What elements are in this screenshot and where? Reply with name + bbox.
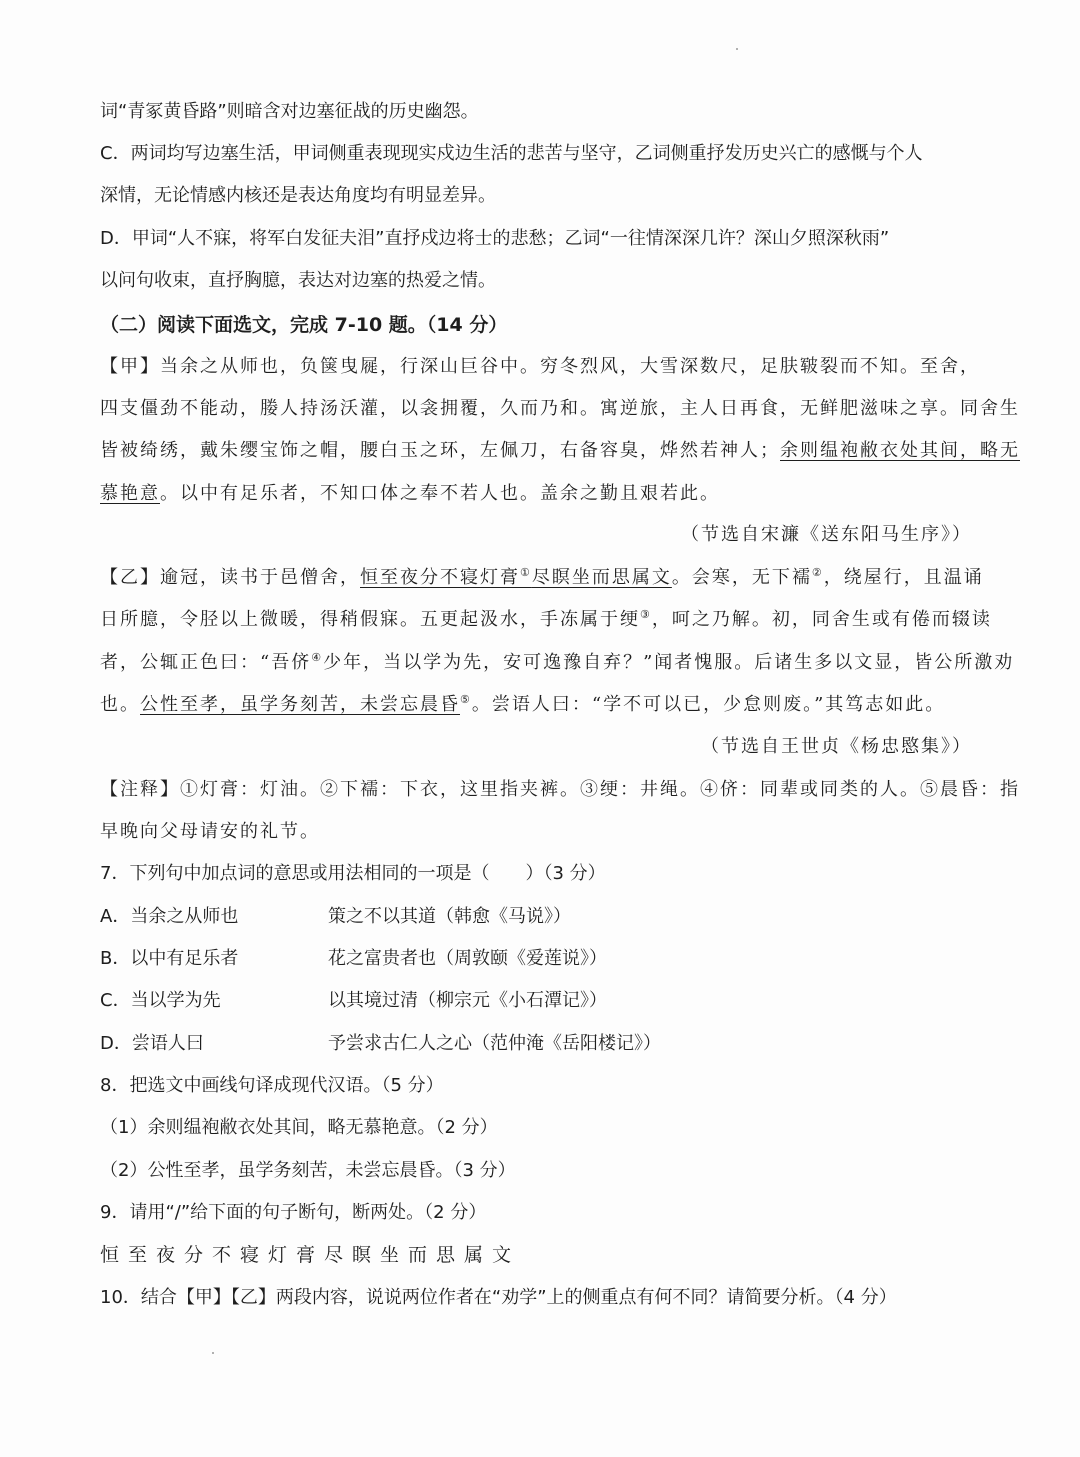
option-right: 花之富贵者也（周敦颐《爱莲说》） bbox=[328, 948, 607, 969]
option-right: 予尝求古仁人之心（范仲淹《岳阳楼记》） bbox=[328, 1033, 661, 1054]
q7-option-b bbox=[100, 946, 800, 972]
option-right: 策之不以其道（韩愈《马说》） bbox=[328, 906, 571, 927]
notes-line: 早晚向父母请安的礼节。 bbox=[100, 821, 320, 842]
option-left: D．尝语人曰 bbox=[100, 1033, 204, 1054]
yi-text: 者，公辄正色曰：“吾侪 bbox=[100, 652, 312, 673]
scan-speck bbox=[212, 1352, 214, 1354]
q8-sub-1: （1）余则缊袍敝衣处其间，略无慕艳意。（2 分） bbox=[100, 1117, 498, 1138]
yi-text: ，绕屋行，且温诵 bbox=[823, 567, 984, 588]
option-left: A．当余之从师也 bbox=[100, 906, 239, 927]
jia-line bbox=[100, 481, 720, 507]
q8-stem: 8．把选文中画线句译成现代汉语。（5 分） bbox=[100, 1075, 444, 1096]
q9-stem: 9．请用“/”给下面的句子断句，断两处。（2 分） bbox=[100, 1202, 487, 1223]
jia-line bbox=[100, 438, 1020, 464]
option-left: C．当以学为先 bbox=[100, 990, 221, 1011]
underlined-sentence: 慕艳意 bbox=[100, 483, 160, 504]
yi-text: 。尝语人曰：“学不可以已，少怠则废。”其笃志如此。 bbox=[471, 694, 946, 715]
yi-line bbox=[100, 607, 992, 633]
section-title: （二）阅读下面选文，完成 7-10 题。（14 分） bbox=[100, 314, 508, 336]
underlined-sentence: 余则缊袍敝衣处其间，略无 bbox=[780, 440, 1020, 461]
q9-sentence: 恒至夜分不寝灯膏尽瞑坐而思属文 bbox=[100, 1244, 521, 1266]
jia-text: 皆被绮绣，戴朱缨宝饰之帽，腰白玉之环，左佩刀，右备容臭，烨然若神人； bbox=[100, 440, 780, 461]
option-c-line: 深情，无论情感内核还是表达角度均有明显差异。 bbox=[100, 185, 496, 206]
option-d-line: D．甲词“人不寐，将军白发征夫泪”直抒戍边将士的悲愁；乙词“一往情深深几许？深山夕照深秋雨” bbox=[100, 228, 890, 249]
scan-speck bbox=[736, 48, 738, 50]
option-d-line: 以问句收束，直抒胸臆，表达对边塞的热爱之情。 bbox=[100, 270, 496, 291]
underlined-sentence: 公性至孝，虽学务刻苦，未尝忘晨昏 bbox=[140, 694, 460, 715]
notes-line: 【注释】①灯膏：灯油。②下襦：下衣，这里指夹裤。③绠：井绳。④侪：同辈或同类的人。⑤晨昏：指 bbox=[100, 779, 1020, 800]
yi-line bbox=[100, 692, 945, 718]
yi-line bbox=[100, 565, 984, 591]
option-right: 以其境过清（柳宗元《小石潭记》） bbox=[328, 990, 607, 1011]
option-left: B．以中有足乐者 bbox=[100, 948, 239, 969]
jia-text: 。以中有足乐者，不知口体之奉不若人也。盖余之勤且艰若此。 bbox=[160, 483, 720, 504]
yi-text: 少年，当以学为先，安可逸豫自弃？”闻者愧服。后诸生多以文显，皆公所激劝 bbox=[323, 652, 1015, 673]
note-marker: ⑤ bbox=[460, 693, 472, 706]
note-marker: ④ bbox=[311, 651, 324, 664]
note-marker: ③ bbox=[640, 608, 652, 621]
q7-option-a bbox=[100, 904, 800, 930]
underlined-sentence bbox=[360, 567, 672, 588]
jia-line: 四支僵劲不能动，媵人持汤沃灌，以衾拥覆，久而乃和。寓逆旅，主人日再食，无鲜肥滋味之享。同舍生 bbox=[100, 398, 1020, 419]
option-c-line: C．两词均写边塞生活，甲词侧重表现现实戍边生活的悲苦与坚守，乙词侧重抒发历史兴亡的感慨与个人 bbox=[100, 143, 923, 164]
yi-text: 也。 bbox=[100, 694, 140, 715]
yi-source: （节选自王世贞《杨忠愍集》） bbox=[701, 736, 972, 757]
yi-text: 日所臆，令胫以上微暖，得稍假寐。五更起汲水，手冻属于绠 bbox=[100, 609, 640, 630]
note-marker: ① bbox=[520, 566, 532, 579]
yi-text: 。会寒，无下襦 bbox=[671, 567, 812, 588]
q10-stem: 10．结合【甲】【乙】两段内容，说说两位作者在“劝学”上的侧重点有何不同？请简要分析。（4 分） bbox=[100, 1287, 897, 1308]
note-marker: ② bbox=[811, 566, 824, 579]
jia-source: （节选自宋濂《送东阳马生序》） bbox=[681, 524, 972, 545]
underlined-text: 尽瞑坐而思属文 bbox=[531, 567, 672, 588]
q7-option-d bbox=[100, 1031, 800, 1057]
yi-text: ，呵之乃解。初，同舍生或有倦而辍读 bbox=[651, 609, 992, 630]
q7-stem: 7．下列句中加点词的意思或用法相同的一项是（ ）（3 分） bbox=[100, 863, 606, 884]
yi-text: 【乙】逾冠，读书于邑僧舍， bbox=[100, 567, 360, 588]
jia-line: 【甲】当余之从师也，负箧曳屣，行深山巨谷中。穷冬烈风，大雪深数尺，足肤皲裂而不知。至舍， bbox=[100, 356, 980, 377]
text-line: 词“青冢黄昏路”则暗含对边塞征战的历史幽怨。 bbox=[100, 101, 479, 122]
q8-sub-2: （2）公性至孝，虽学务刻苦，未尝忘晨昏。（3 分） bbox=[100, 1160, 516, 1181]
q7-option-c bbox=[100, 988, 800, 1014]
yi-line bbox=[100, 650, 1014, 676]
underlined-text: 恒至夜分不寝灯膏 bbox=[360, 567, 520, 588]
